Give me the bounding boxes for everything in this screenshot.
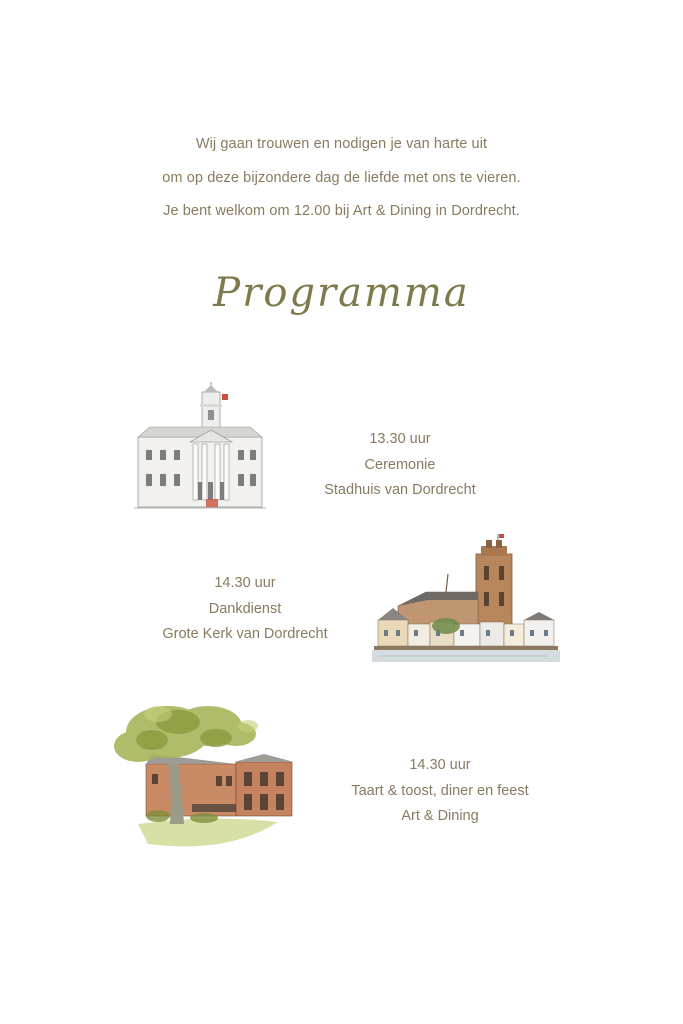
event-time: 13.30 uur (369, 431, 431, 447)
event-place: Art & Dining (401, 808, 479, 824)
event-ceremony (300, 427, 500, 504)
event-dinner-party (330, 753, 550, 830)
tree-building-illustration (108, 694, 298, 859)
event-place: Grote Kerk van Dordrecht (162, 626, 328, 642)
event-name: Dankdienst (208, 600, 282, 617)
town-hall-illustration (130, 382, 270, 517)
intro-line-2: om op deze bijzondere dag de liefde met ons te vieren. (162, 169, 521, 186)
church-illustration (368, 534, 563, 674)
intro-line-1: Wij gaan trouwen en nodigen je van harte uit (195, 136, 488, 152)
intro-line-3: Je bent welkom om 12.00 bij Art & Dining in Dordrecht. (163, 203, 520, 219)
intro-text (0, 128, 683, 229)
event-name: Taart & toost, diner en feest (351, 782, 529, 799)
event-name: Ceremonie (364, 456, 436, 473)
program-title: Programma (213, 270, 470, 316)
event-thanksgiving (145, 571, 345, 648)
event-place: Stadhuis van Dordrecht (324, 482, 476, 498)
event-time: 14.30 uur (214, 575, 276, 591)
event-time: 14.30 uur (409, 757, 471, 773)
